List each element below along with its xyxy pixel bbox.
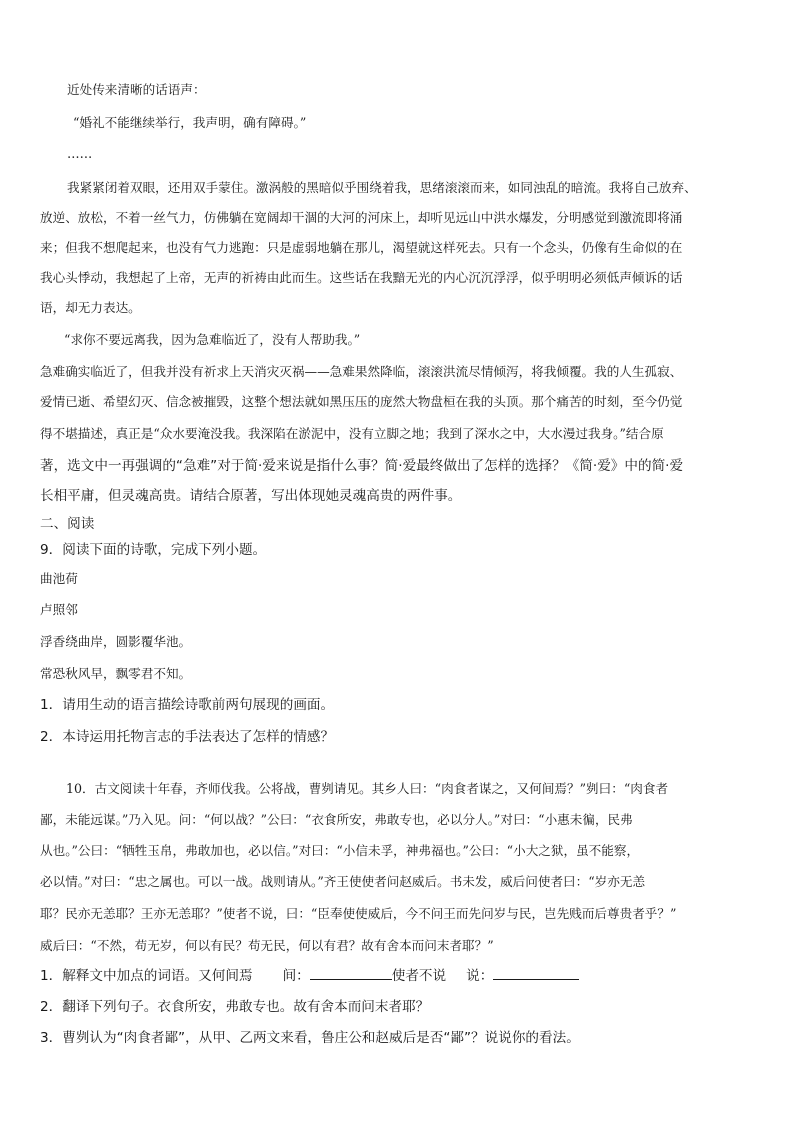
passage-line: 我心头悸动，我想起了上帝，无声的祈祷由此而生。这些话在我黯无光的内心沉沉浮浮，似乎明明必须低声倾诉的话	[40, 270, 683, 285]
passage-quote: “求你不要远离我，因为急难临近了，没有人帮助我。”	[64, 332, 361, 347]
question-line: 长相平庸，但灵魂高贵。请结合原著，写出体现她灵魂高贵的两件事。	[40, 488, 462, 504]
passage-line: 来；但我不想爬起来，也没有气力逃跑：只是虚弱地躺在那儿，渴望就这样死去。只有一个念头，仍像有生命似的在	[40, 240, 683, 255]
q10-passage-line: 10．古文阅读十年春，齐师伐我。公将战，曹刿请见。其乡人曰：“肉食者谋之，又何间焉？”刿曰：“肉食者	[66, 781, 669, 796]
q10-sub1-middle: 使者不说	[391, 968, 447, 984]
q10-passage-line: 威后曰：“不然，苟无岁，何以有民？苟无民，何以有君？故有舍本而问末者耶？”	[40, 938, 494, 953]
answer-blank[interactable]	[493, 979, 579, 980]
q9-intro: 9．阅读下面的诗歌，完成下列小题。	[40, 542, 267, 558]
q10-word-label: 间：	[282, 968, 310, 984]
q10-passage-line: 从也。”公曰：“牺牲玉帛，弗敢加也，必以信。”对曰：“小信未孚，神弗福也。”公曰：“小大之狱，虽不能察，	[40, 843, 640, 858]
q9-sub-question: 2．本诗运用托物言志的手法表达了怎样的情感？	[40, 729, 335, 745]
poem-title: 曲池荷	[40, 571, 78, 586]
poem-line: 浮香绕曲岸，圆影覆华池。	[40, 634, 192, 649]
q10-word-label: 说：	[466, 968, 494, 984]
q9-sub-question: 1．请用生动的语言描绘诗歌前两句展现的画面。	[40, 697, 335, 713]
q10-sub-question-3: 3．曹刿认为“肉食者鄙”，从甲、乙两文来看，鲁庄公和赵威后是否“鄙”？说说你的看法。	[40, 1030, 580, 1046]
question-line: 著，选文中一再强调的“急难”对于简·爱来说是指什么事？简·爱最终做出了怎样的选择？《简·爱》中的简·爱	[40, 458, 684, 474]
q10-passage-line: 耶？民亦无恙耶？王亦无恙耶？”使者不说，曰：“臣奉使使威后，今不问王而先问岁与民，岂先贱而后尊贵者乎？”	[40, 906, 677, 921]
answer-blank[interactable]	[310, 979, 392, 980]
passage-line: 我紧紧闭着双眼，还用双手蒙住。激涡般的黑暗似乎围绕着我，思绪滚滚而来，如同浊乱的暗流。我将自己放弃、	[67, 180, 697, 195]
passage-line: 急难确实临近了，但我并没有祈求上天消灾灭祸——急难果然降临，滚滚洪流尽情倾泻，将我倾覆。我的人生孤寂、	[40, 364, 683, 379]
passage-intro-line: ……	[67, 146, 93, 161]
q10-sub1-prefix: 1．解释文中加点的词语。又何间焉	[40, 968, 253, 984]
q10-sub-question-1	[40, 966, 760, 986]
passage-line: 得不堪描述，真正是“众水要淹没我。我深陷在淤泥中，没有立脚之地；我到了深水之中，大水漫过我身。”结合原	[40, 426, 664, 441]
q10-passage-line: 鄙，未能远谋。”乃入见。问：“何以战？”公曰：“衣食所安，弗敢专也，必以分人。”对曰：“小惠未徧，民弗	[40, 812, 633, 827]
passage-intro-line: “婚礼不能继续举行，我声明，确有障碍。”	[73, 115, 307, 130]
passage-line: 语，却无力表达。	[40, 300, 141, 315]
q10-passage-line: 必以情。”对曰：“忠之属也。可以一战。战则请从。”齐王使使者问赵威后。书未发，威后问使者曰：“岁亦无恙	[40, 874, 646, 889]
poem-author: 卢照邻	[40, 602, 78, 617]
passage-line: 放逆、放松，不着一丝气力，仿佛躺在宽阔却干涸的大河的河床上，却听见远山中洪水爆发，分明感觉到激流即将涌	[40, 210, 683, 225]
passage-intro-line: 近处传来清晰的话语声：	[67, 82, 206, 97]
passage-line: 爱情已逝、希望幻灭、信念被摧毁，这整个想法就如黑压压的庞然大物盘桓在我的头顶。那个痛苦的时刻，至今仍觉	[40, 394, 683, 409]
section-heading: 二、阅读	[40, 516, 95, 532]
q10-sub-question-2: 2．翻译下列句子。衣食所安，弗敢专也。故有舍本而问末者耶？	[40, 999, 430, 1015]
poem-line: 常恐秋风早，飘零君不知。	[40, 666, 192, 681]
